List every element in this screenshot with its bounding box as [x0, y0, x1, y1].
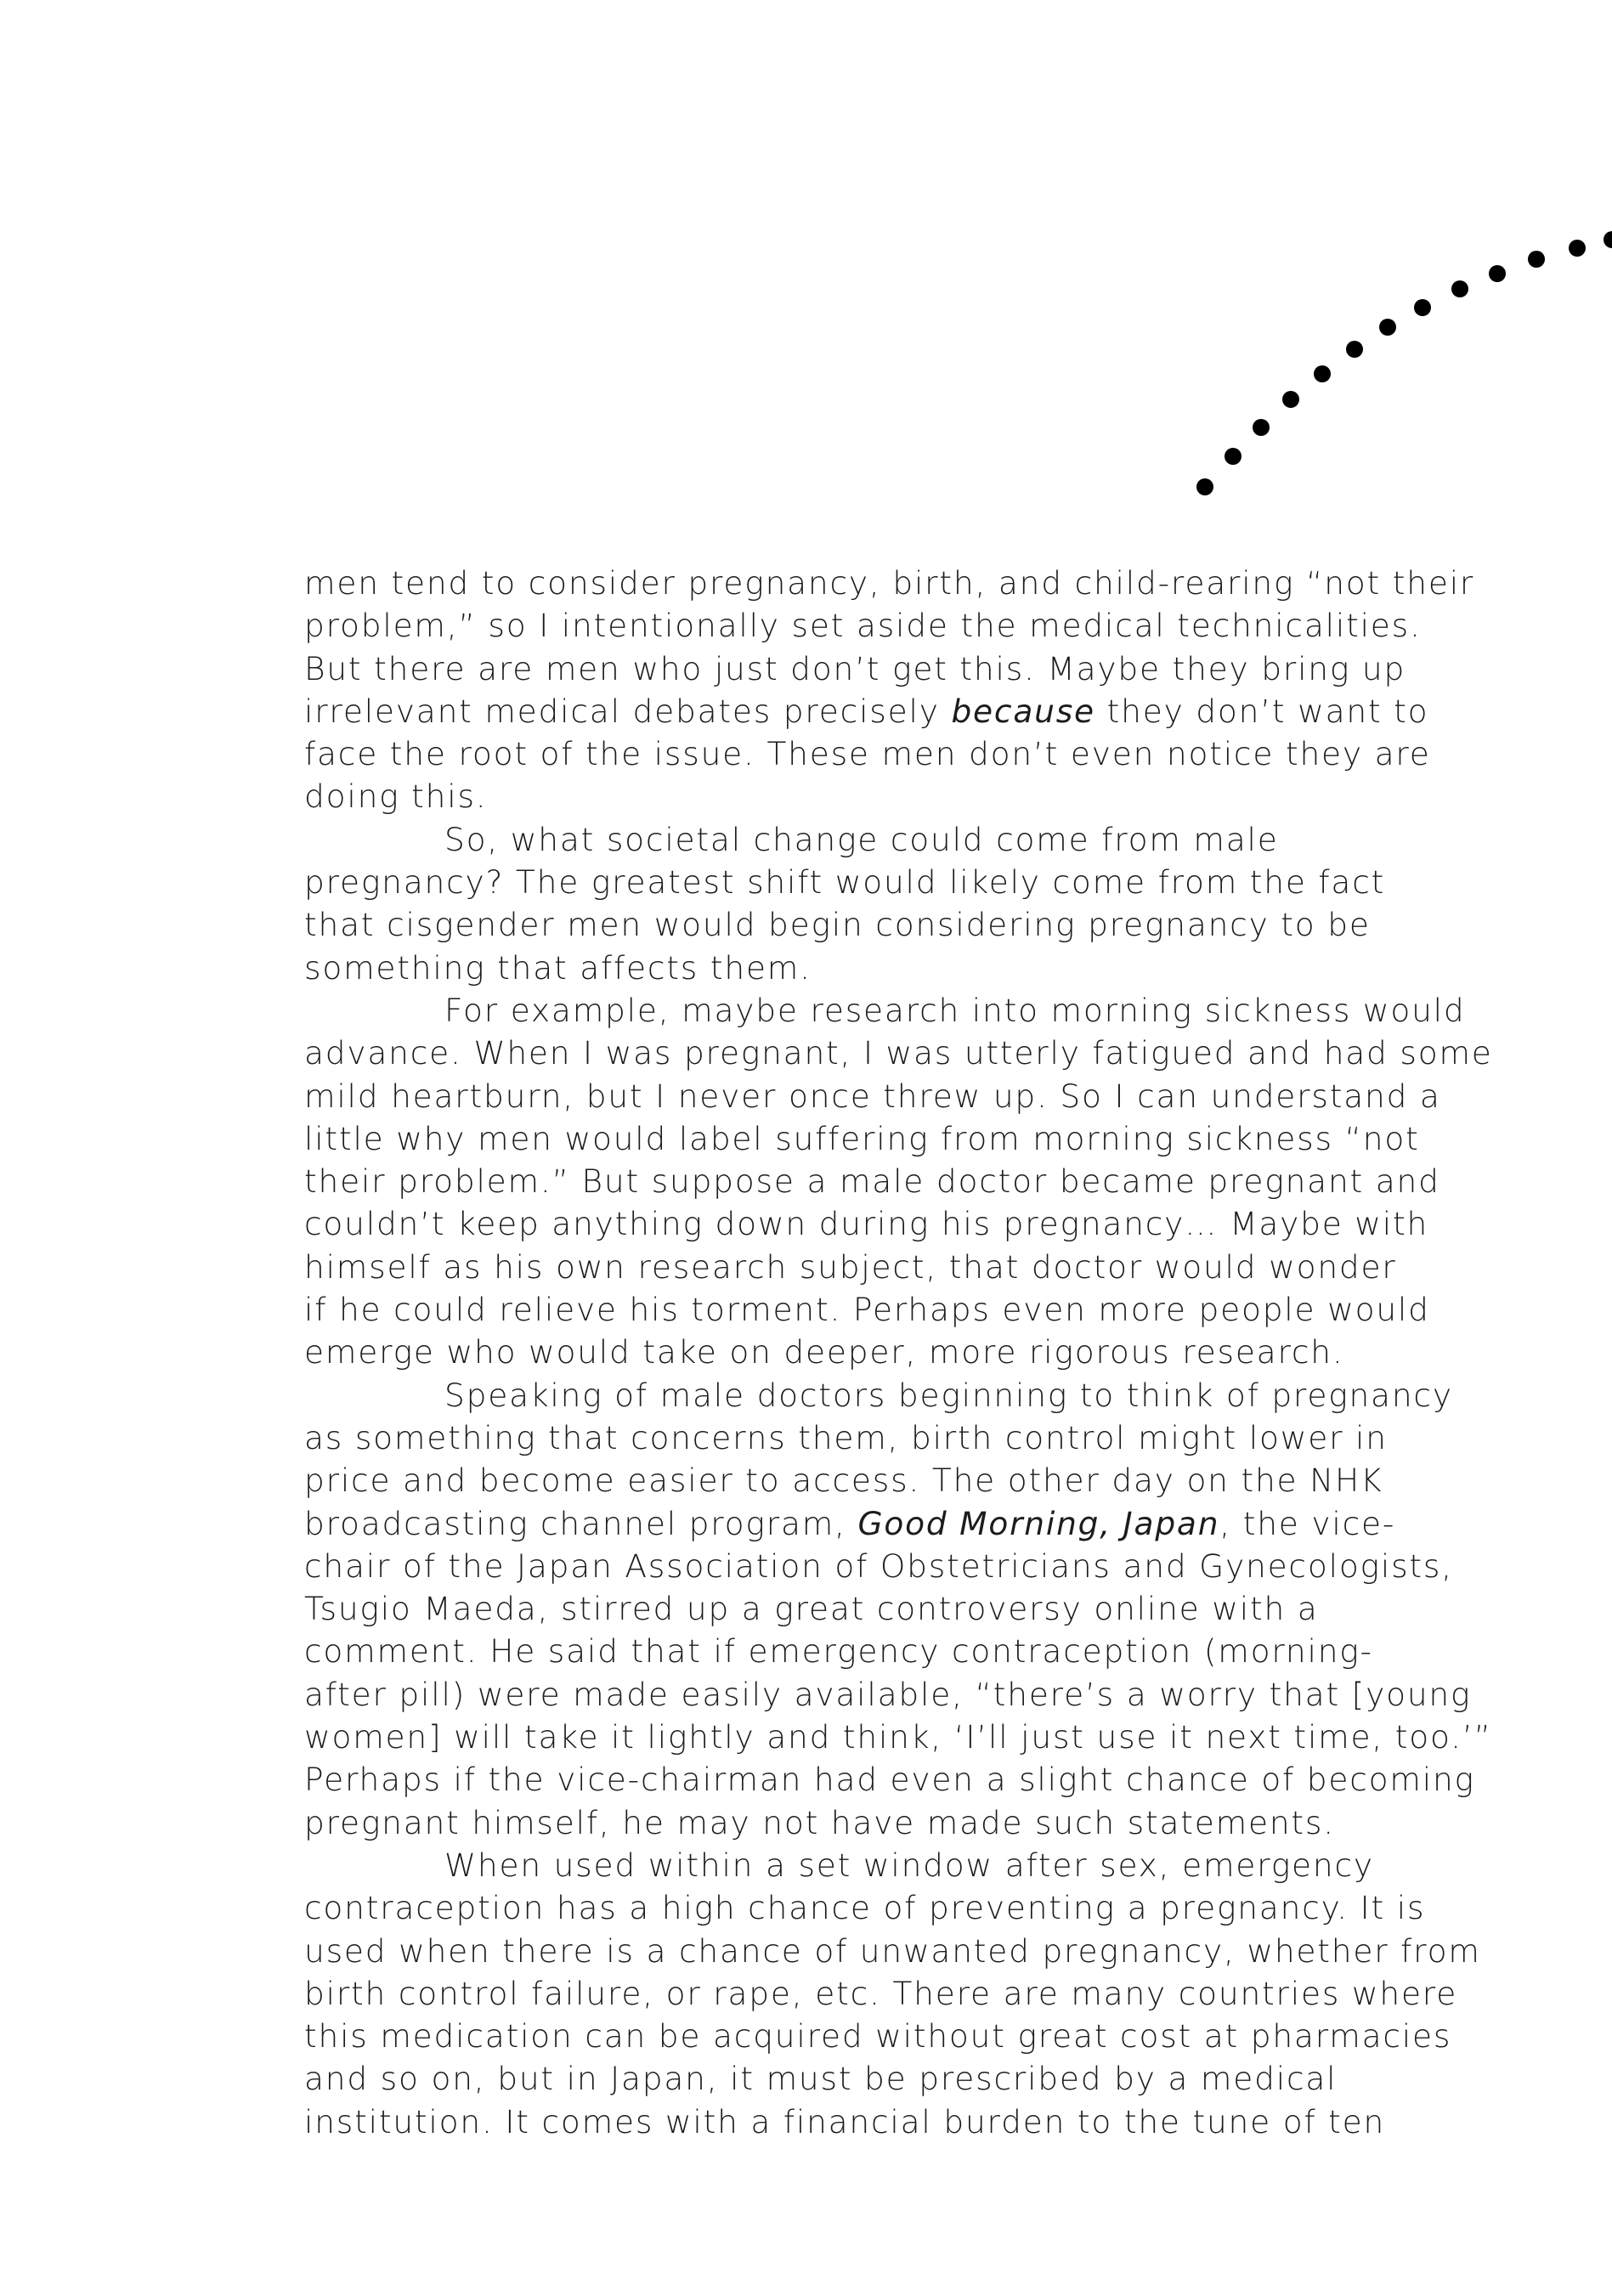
- text-span: institution. It comes with a financial burden to the tune of ten: [304, 2102, 1386, 2140]
- text-span: But there are men who just don’t get this. Maybe they bring up: [304, 649, 1406, 687]
- italic-text: Good Morning, Japan: [857, 1504, 1220, 1542]
- text-line: [304, 1160, 1494, 1202]
- text-line: [304, 1459, 1494, 1501]
- dot: [1379, 319, 1396, 336]
- text-line: [304, 1972, 1494, 2015]
- paragraph: [304, 562, 1494, 818]
- text-span: that cisgender men would begin considering pregnancy to be: [304, 906, 1371, 944]
- text-line: [304, 2015, 1494, 2057]
- text-span: When used within a set window after sex, emergency: [444, 1846, 1374, 1884]
- paragraph: [304, 1844, 1494, 2143]
- text-span: comment. He said that if emergency contraception (morning-: [304, 1632, 1373, 1671]
- dot: [1414, 299, 1431, 316]
- text-line: [304, 1032, 1494, 1074]
- dot: [1451, 280, 1468, 297]
- dot: [1282, 391, 1299, 408]
- text-line: [304, 1117, 1494, 1160]
- text-span: price and become easier to access. The other day on the NHK: [304, 1462, 1383, 1500]
- text-span: they don’t want to: [1094, 692, 1429, 730]
- text-span: something that affects them.: [304, 948, 812, 987]
- paragraph: [304, 818, 1494, 989]
- text-line: [304, 1844, 1494, 1886]
- text-span: their problem.” But suppose a male doctor became pregnant and: [304, 1162, 1440, 1201]
- text-span: after pill) were made easily available, “there’s a worry that [young: [304, 1675, 1472, 1713]
- text-span: himself as his own research subject, that doctor would wonder: [304, 1247, 1397, 1286]
- text-span: Tsugio Maeda, stirred up a great controversy online with a: [304, 1590, 1319, 1628]
- text-line: [304, 861, 1494, 903]
- dot: [1225, 448, 1242, 465]
- text-line: [304, 1417, 1494, 1459]
- text-span: contraception has a high chance of preventing a pregnancy. It is: [304, 1889, 1426, 1927]
- text-span: face the root of the issue. These men don’t even notice they are: [304, 735, 1431, 773]
- text-line: [304, 1587, 1494, 1630]
- text-line: [304, 562, 1494, 604]
- dot: [1314, 365, 1331, 382]
- text-span: pregnant himself, he may not have made such statements.: [304, 1803, 1335, 1841]
- text-span: Speaking of male doctors beginning to think of pregnancy: [444, 1376, 1453, 1414]
- text-span: mild heartburn, but I never once threw up. So I can understand a: [304, 1077, 1441, 1115]
- text-line: [304, 648, 1494, 690]
- text-span: So, what societal change could come from male: [444, 820, 1279, 858]
- text-span: little why men would label suffering from morning sickness “not: [304, 1119, 1420, 1157]
- body-text: [304, 562, 1494, 2143]
- text-line: [304, 1801, 1494, 1844]
- text-span: broadcasting channel program,: [304, 1504, 858, 1542]
- dot: [1196, 478, 1213, 495]
- text-span: this medication can be acquired without great cost at pharmacies: [304, 2017, 1452, 2056]
- text-span: chair of the Japan Association of Obstetricians and Gynecologists,: [304, 1547, 1453, 1585]
- text-line: [304, 1545, 1494, 1587]
- text-span: advance. When I was pregnant, I was utterly fatigued and had some: [304, 1034, 1493, 1072]
- paragraph: [304, 1374, 1494, 1844]
- text-span: birth control failure, or rape, etc. There are many countries where: [304, 1974, 1458, 2012]
- text-span: if he could relieve his torment. Perhaps even more people would: [304, 1291, 1430, 1329]
- text-line: [304, 989, 1494, 1032]
- dot: [1569, 240, 1586, 257]
- text-span: , the vice-: [1219, 1504, 1396, 1542]
- text-line: [304, 1716, 1494, 1758]
- text-line: [304, 1374, 1494, 1417]
- text-line: [304, 1288, 1494, 1331]
- text-span: couldn’t keep anything down during his pregnancy… Maybe with: [304, 1205, 1429, 1243]
- text-line: [304, 775, 1494, 817]
- text-line: [304, 1673, 1494, 1716]
- text-line: [304, 2101, 1494, 2143]
- text-span: as something that concerns them, birth control might lower in: [304, 1418, 1388, 1456]
- dot: [1489, 265, 1506, 282]
- text-span: problem,” so I intentionally set aside the medical technicalities.: [304, 607, 1422, 645]
- text-span: used when there is a chance of unwanted pregnancy, whether from: [304, 1931, 1481, 1970]
- dot: [1346, 341, 1363, 358]
- text-line: [304, 903, 1494, 946]
- text-span: men tend to consider pregnancy, birth, and child-rearing “not their: [304, 564, 1475, 602]
- text-line: [304, 947, 1494, 989]
- text-line: [304, 1630, 1494, 1672]
- text-span: Perhaps if the vice-chairman had even a slight chance of becoming: [304, 1761, 1475, 1799]
- text-line: [304, 1331, 1494, 1373]
- text-line: [304, 1930, 1494, 1972]
- text-line: [304, 1246, 1494, 1288]
- dot: [1528, 251, 1545, 268]
- text-line: [304, 1758, 1494, 1801]
- text-line: [304, 1502, 1494, 1545]
- dot: [1253, 419, 1270, 436]
- text-line: [304, 732, 1494, 775]
- text-line: [304, 1886, 1494, 1929]
- text-line: [304, 604, 1494, 647]
- text-span: doing this.: [304, 778, 488, 816]
- text-span: and so on, but in Japan, it must be prescribed by a medical: [304, 2060, 1338, 2098]
- text-line: [304, 1075, 1494, 1117]
- dotted-arc-icon: [1196, 223, 1612, 495]
- text-line: [304, 2057, 1494, 2100]
- text-span: women] will take it lightly and think, ‘I’ll just use it next time, too.’”: [304, 1718, 1492, 1756]
- text-line: [304, 1202, 1494, 1245]
- dot: [1604, 231, 1612, 248]
- paragraph: [304, 989, 1494, 1374]
- italic-text: because: [951, 692, 1095, 730]
- dotted-arc-decoration: [0, 0, 1612, 595]
- text-span: irrelevant medical debates precisely: [304, 692, 952, 730]
- text-span: pregnancy? The greatest shift would likely come from the fact: [304, 863, 1386, 902]
- text-span: emerge who would take on deeper, more rigorous research.: [304, 1333, 1344, 1371]
- text-line: [304, 690, 1494, 732]
- text-line: [304, 818, 1494, 861]
- text-span: For example, maybe research into morning sickness would: [444, 991, 1466, 1029]
